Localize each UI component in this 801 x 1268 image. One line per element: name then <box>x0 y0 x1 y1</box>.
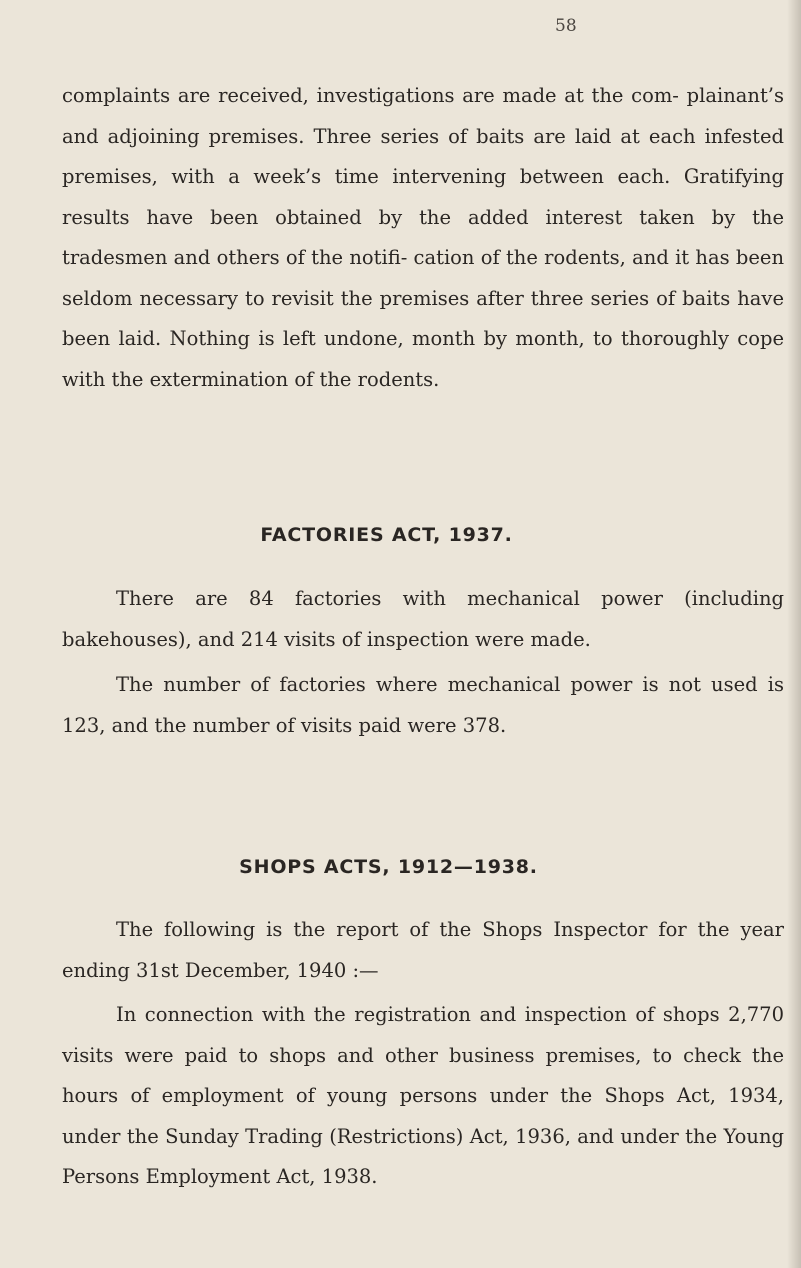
paragraph-rodent-control: complaints are received, investigations are made at the com- plainant’s and adjoining premises. Three series of baits are laid at each infested premises, with a week’s time intervening between each. Gratifying results have been obtained by the added interest taken by the tradesmen and others of the notifi- cation of the rodents, and it has been seldom necessary to revisit the premises after three series of baits have been laid. Nothing is left undone, month by month, to thoroughly cope with the extermination of the rodents. <box>62 84 784 391</box>
heading-factories-act: FACTORIES ACT, 1937. <box>260 524 513 546</box>
heading-shops-acts: SHOPS ACTS, 1912—1938. <box>239 856 538 878</box>
paragraph-shops-report-intro: The following is the report of the Shops Inspector for the year ending 31st December, 1940 :— <box>62 918 784 982</box>
page-edge-shadow <box>787 0 801 1268</box>
paragraph-factories-non-mechanical: The number of factories where mechanical power is not used is 123, and the number of visits paid were 378. <box>62 673 784 737</box>
page-number: 58 <box>555 16 577 36</box>
paragraph-shops-inspection: In connection with the registration and inspection of shops 2,770 visits were paid to shops and other business premises, to check the hours of employment of young persons under the Shops Act, 1934, under the Sunday Trading (Restrictions) Act, 1936, and under the Young Persons Employment Act, 1938. <box>62 1003 784 1188</box>
paragraph-factories-mechanical: There are 84 factories with mechanical power (including bakehouses), and 214 visits of inspection were made. <box>62 587 784 651</box>
